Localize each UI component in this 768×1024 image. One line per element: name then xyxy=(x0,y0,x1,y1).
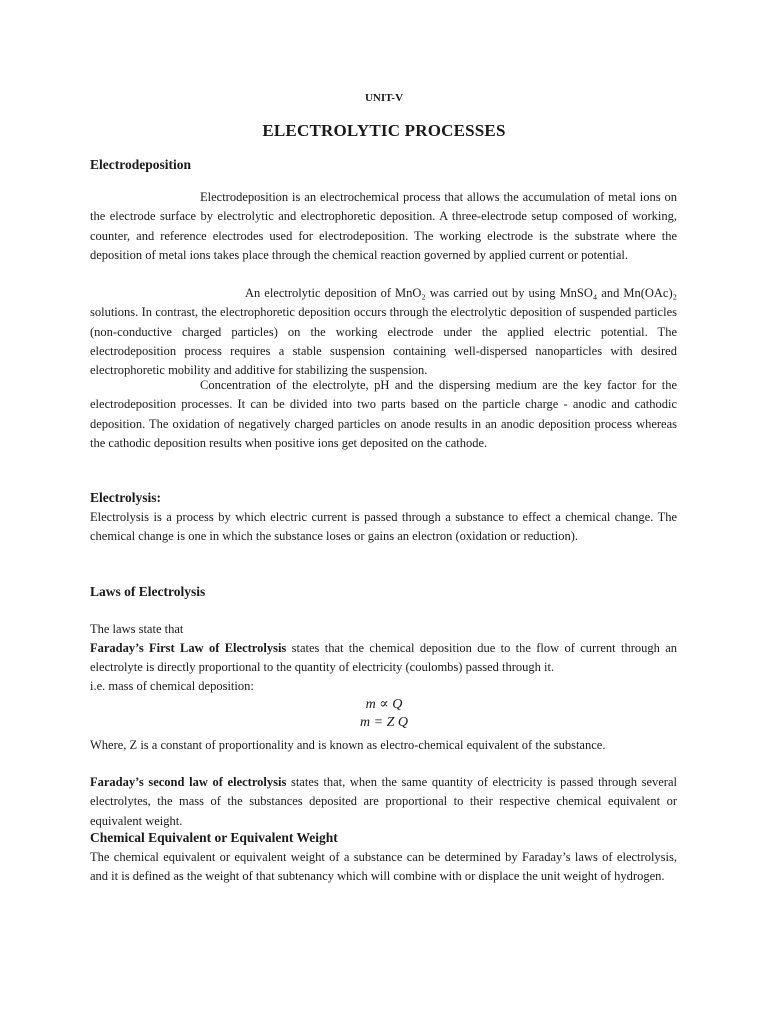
equivalent-paragraph: The chemical equivalent or equivalent weight of a substance can be determined by Faraday’s laws of electrolysis, and it is defined as the weight of that subtenancy which will combine with or displace the unit weight of hydrogen. xyxy=(90,850,677,884)
second-law-text: states that, when the same quantity of electricity is passed through several electrolytes, the mass of the substances deposited are proportional to their respective chemical equivalent or equivalent weight. xyxy=(90,775,677,828)
electrodeposition-paragraph-3: Concentration of the electrolyte, pH and the dispersing medium are the key factor for the electrodeposition processes. It can be divided into two parts based on the particle charge - anodic and cathodic deposition. The oxidation of negatively charged particles on anode results in an anodic deposition process whereas the cathodic deposition results when positive ions get deposited on the cathode. xyxy=(90,378,677,450)
second-law-title: Faraday’s second law of electrolysis xyxy=(90,775,287,789)
mass-line: i.e. mass of chemical deposition: xyxy=(90,679,254,693)
first-law-paragraph xyxy=(90,639,677,678)
electrodeposition-heading: Electrodeposition xyxy=(90,157,191,172)
unit-label: UNIT-V xyxy=(364,92,404,104)
laws-intro: The laws state that xyxy=(90,622,184,636)
equivalent-heading: Chemical Equivalent or Equivalent Weight xyxy=(90,830,338,845)
page-title: ELECTROLYTIC PROCESSES xyxy=(262,121,506,140)
formula-ezq: m = Z Q xyxy=(360,715,408,730)
electrolysis-paragraph: Electrolysis is a process by which electric current is passed through a substance to effect a chemical change. The chemical change is one in which the substance loses or gains an electron (oxidation or reduction). xyxy=(90,510,677,544)
second-law-paragraph xyxy=(90,773,677,831)
first-law-text: states that the chemical deposition due to the flow of current through an electrolyte is directly proportional to the quantity of electricity (coulombs) passed through it. xyxy=(90,641,677,675)
first-law-title: Faraday’s First Law of Electrolysis xyxy=(90,641,287,655)
where-line: Where, Z is a constant of proportionality and is known as electro-chemical equivalent of the substance. xyxy=(90,738,606,752)
electrodeposition-paragraph-2: An electrolytic deposition of MnO₂ was carried out by using MnSO₄ and Mn(OAc)₂ solutions. In contrast, the electrophoretic deposition occurs through the electrolytic deposition of suspended particles (non-conductive charged particles) on the working electrode under the applied electric potential. The electrodeposition process requires a stable suspension containing well-dispersed nanoparticles with desired electrophoretic mobility and additive for stabilizing the suspension. xyxy=(90,286,677,378)
laws-heading: Laws of Electrolysis xyxy=(90,584,206,599)
electrolysis-heading: Electrolysis: xyxy=(90,490,161,505)
formula-proportional: m ∝ Q xyxy=(365,697,403,712)
electrodeposition-paragraph-1: Electrodeposition is an electrochemical process that allows the accumulation of metal ions on the electrode surface by electrolytic and electrophoretic deposition. A three-electrode setup composed of working, counter, and reference electrodes used for electrodeposition. The working electrode is the substrate where the deposition of metal ions takes place through the chemical reaction governed by applied current or potential. xyxy=(90,190,677,262)
